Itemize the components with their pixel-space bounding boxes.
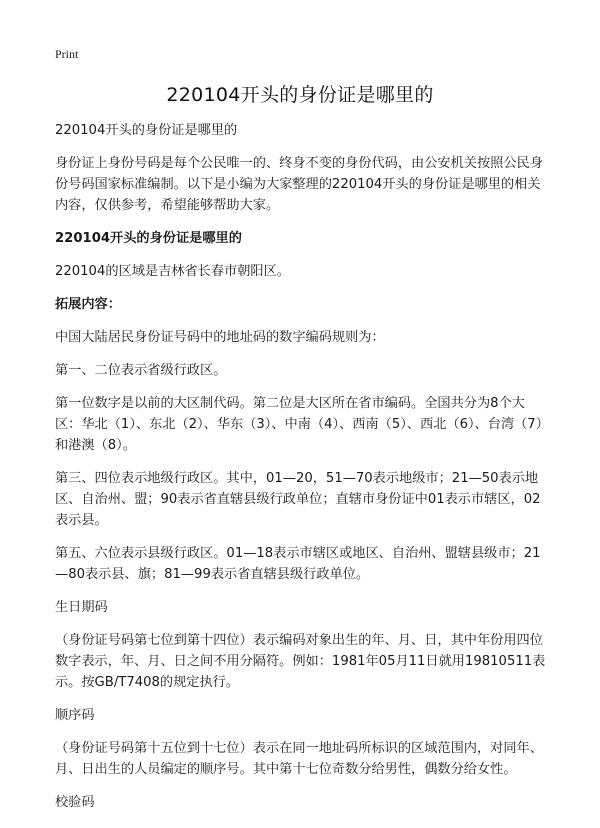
digits-5-6-paragraph: 第五、六位表示县级行政区。01—18表示市辖区或地区、自治州、盟辖县级市；21—80表示县、旗；81—99表示省直辖县级行政单位。 <box>55 546 541 582</box>
answer-paragraph: 220104的区域是吉林省长春市朝阳区。 <box>55 264 290 279</box>
article-body <box>55 120 550 825</box>
birth-code-heading: 生日期码 <box>55 600 108 615</box>
digits-1-2-heading: 第一、二位表示省级行政区。 <box>55 363 227 378</box>
sequence-code-heading: 顺序码 <box>55 708 95 723</box>
intro-paragraph: 身份证上身份号码是每个公民唯一的、终身不变的身份代码，由公安机关按照公民身份号码国家标准编制。以下是小编为大家整理的220104开头的身份证是哪里的相关内容，仅供参考，希望能够帮助大家。 <box>55 156 543 213</box>
digits-3-4-paragraph: 第三、四位表示地级行政区。其中，01—20，51—70表示地级市；21—50表示地区、自治州、盟；90表示省直辖县级行政单位；直辖市身份证中01表示市辖区，02表示县。 <box>55 471 541 528</box>
section-heading: 220104开头的身份证是哪里的 <box>55 231 242 246</box>
birth-code-paragraph: （身份证号码第七位到第十四位）表示编码对象出生的年、月、日，其中年份用四位数字表示，年、月、日之间不用分隔符。例如：1981年05月11日就用19810511表示。按GB/T7408的规定执行。 <box>55 633 546 690</box>
extended-heading: 拓展内容： <box>55 297 121 312</box>
check-code-heading: 校验码 <box>55 795 95 810</box>
intro-line: 220104开头的身份证是哪里的 <box>55 123 238 138</box>
digits-1-2-paragraph: 第一位数字是以前的大区制代码。第二位是大区所在省市编码。全国共分为8个大区：华北（1）、东北（2）、华东（3）、中南（4）、西南（5）、西北（6）、台湾（7）和港澳（8）。 <box>55 396 549 453</box>
print-link[interactable]: Print <box>55 47 79 61</box>
page-title: 220104开头的身份证是哪里的 <box>166 84 434 106</box>
sequence-code-paragraph: （身份证号码第十五位到十七位）表示在同一地址码所标识的区域范围内，对同年、月、日出生的人员编定的顺序号。其中第十七位奇数分给男性，偶数分给女性。 <box>55 741 543 777</box>
rule-intro-paragraph: 中国大陆居民身份证号码中的地址码的数字编码规则为： <box>55 330 385 345</box>
